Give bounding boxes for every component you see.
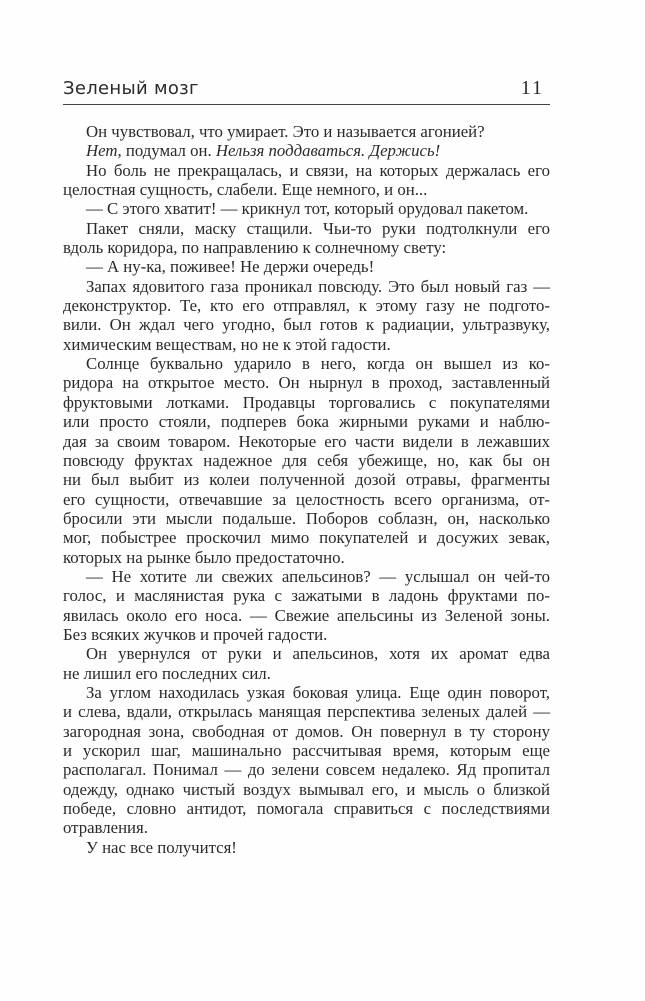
text-line: У нас все получится! — [86, 837, 237, 857]
text-line: Но боль не прекращалась, и связи, на которых держалась его — [86, 160, 550, 180]
text-line: не лишил его последних сил. — [63, 663, 271, 683]
running-header — [63, 76, 550, 105]
text-line: Запах ядовитого газа проникал повсюду. Это был новый газ — — [86, 276, 550, 296]
text-line: загородная зона, свободная от домов. Он повернул в ту сторону — [63, 721, 550, 741]
text-line: деконструктор. Те, кто его отправлял, к этому газу не подгото- — [63, 296, 550, 316]
text-line: голос, и маслянистая рука с зажатыми в ладонь фруктами по- — [63, 586, 550, 606]
text-line: и слева, вдали, открылась манящая перспектива зеленых далей — — [63, 702, 550, 722]
paragraph — [63, 122, 550, 141]
text-line: Он увернулся от руки и апельсинов, хотя их аромат едва — [86, 644, 550, 664]
text-line: вдоль коридора, по направлению к солнечному свету: — [63, 238, 447, 258]
paragraph — [63, 141, 550, 160]
text-line — [63, 141, 550, 160]
text-line: вили. Он ждал чего угодно, был готов к радиации, ультразвуку, — [63, 315, 550, 335]
text-line: химическим веществам, но не к этой гадости. — [63, 334, 391, 354]
paragraph — [63, 199, 550, 218]
text-line: и ускорил шаг, машинально рассчитывая время, которым еще — [63, 741, 550, 760]
text-line: одежду, однако чистый воздух вымывал его, и мысль о близкой — [63, 779, 550, 799]
text-line: располагал. Понимал — до зелени совсем недалеко. Яд пропитал — [63, 760, 550, 780]
text-line: явилась около его носа. — Свежие апельсины из Зеленой зоны. — [63, 605, 550, 625]
paragraph — [63, 257, 550, 276]
text-line: ридора на открытое место. Он нырнул в проход, заставленный — [63, 373, 550, 393]
text-line: отравления. — [63, 818, 148, 838]
text-line: Без всяких жучков и прочей гадости. — [63, 624, 328, 644]
page-number: 11 — [520, 77, 544, 99]
paragraph — [63, 161, 550, 200]
paragraph — [63, 838, 550, 857]
paragraph — [63, 644, 550, 683]
paragraph — [63, 567, 550, 644]
text-line: победе, словно антидот, помогала справиться с последствиями — [63, 799, 550, 819]
italic-text: Нет — [86, 141, 118, 161]
text-line: или просто стояли, подперев бока жирными руками и наблю- — [63, 412, 550, 432]
text-line: ни был выбит из колеи полученной дозой отравы, фрагменты — [63, 470, 550, 490]
text-line: Солнце буквально ударило в него, когда он вышел из ко- — [86, 354, 550, 374]
running-title: Зеленый мозг — [63, 78, 199, 99]
text-line: Он чувствовал, что умирает. Это и называется агонией? — [86, 122, 485, 141]
text-line: — А ну-ка, поживее! Не держи очередь! — [86, 257, 375, 277]
text-line: бросили эти мысли подальше. Поборов соблазн, он, насколько — [63, 508, 550, 528]
paragraph — [63, 277, 550, 354]
text-line: фруктовыми лотками. Продавцы торговались с покупателями — [63, 392, 550, 412]
text-line: — С этого хватит! — крикнул тот, который орудовал пакетом. — [86, 199, 529, 219]
text-line: повсюду фруктах надежное для себя убежище, но, как бы он — [63, 450, 550, 470]
paragraph — [63, 683, 550, 838]
paragraph — [63, 354, 550, 567]
paragraph — [63, 219, 550, 258]
text-line: дая за своим товаром. Некоторые его части видели в лежавших — [63, 431, 550, 451]
text-line: Пакет сняли, маску стащили. Чьи-то руки подтолкнули его — [86, 218, 550, 238]
text-line: целостная сущность, слабели. Еще немного, и он... — [63, 180, 428, 200]
body-text — [63, 122, 550, 857]
italic-text: Нельзя поддаваться. Держись! — [215, 141, 441, 161]
text-line: За углом находилась узкая боковая улица. Еще один поворот, — [86, 682, 550, 702]
text-line: его сущности, отвечавшие за целостность всего организма, от- — [63, 489, 550, 509]
text-line: которых на рынке было предостаточно. — [63, 547, 345, 567]
text-line: мог, побыстрее проскочил мимо покупателей и досужих зевак, — [63, 528, 550, 548]
text-segment: , подумал он. — [117, 141, 216, 161]
text-line: — Не хотите ли свежих апельсинов? — услышал он чей-то — [86, 566, 550, 586]
